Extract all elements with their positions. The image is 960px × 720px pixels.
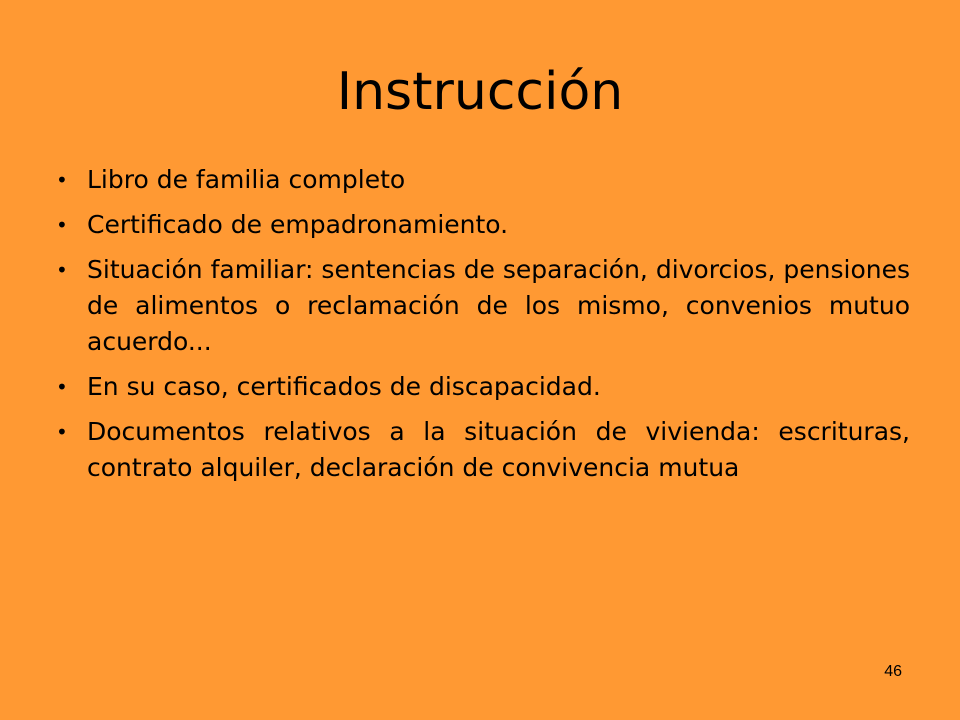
bullet-icon: •: [56, 420, 68, 444]
bullet-text: Certificado de empadronamiento.: [87, 210, 509, 239]
slide-title: Instrucción: [336, 62, 624, 122]
bullet-item: [56, 207, 910, 243]
bullet-icon: •: [56, 213, 68, 237]
page-number: 46: [884, 663, 902, 680]
bullet-item: [56, 369, 910, 405]
bullet-item: [56, 162, 910, 198]
bullet-text: En su caso, certificados de discapacidad.: [87, 372, 601, 401]
bullet-text: Libro de familia completo: [87, 165, 406, 194]
bullet-icon: •: [56, 258, 68, 282]
bullet-item: [56, 414, 910, 486]
bullet-text: Documentos relativos a la situación de vivienda: escrituras, contrato alquiler, declaración de convivencia mutua: [87, 417, 910, 482]
bullet-icon: •: [56, 168, 68, 192]
bullet-text: Situación familiar: sentencias de separación, divorcios, pensiones de alimentos o reclamación de los mismo, convenios mutuo acuerdo...: [87, 255, 910, 356]
bullet-list: [56, 162, 910, 495]
bullet-item: [56, 252, 910, 360]
bullet-icon: •: [56, 375, 68, 399]
